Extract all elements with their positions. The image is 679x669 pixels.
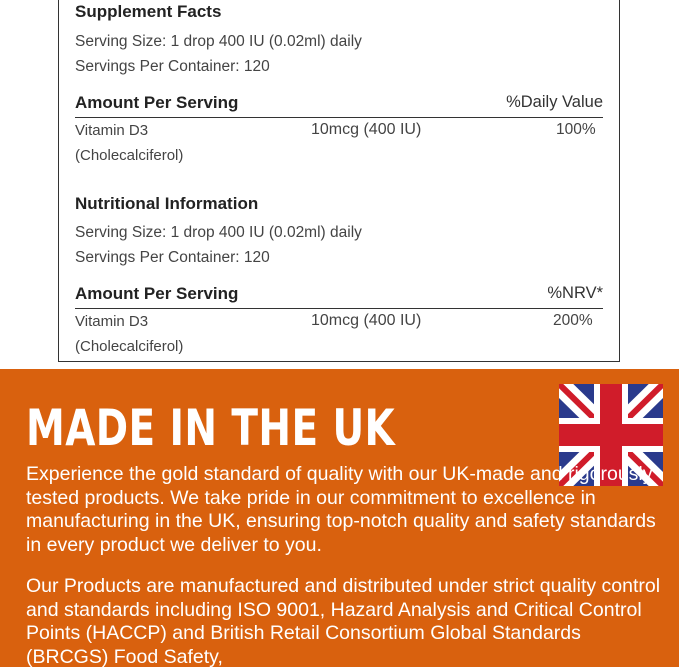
- nutrient-subname: (Cholecalciferol): [75, 338, 184, 355]
- banner-paragraph-standards: Our Products are manufactured and distributed under strict quality control and standards including ISO 9001, Hazard Analysis and Critical Control Points (HACCP) and British Retail Consortium Global Standards (BRCGS) Food Safety,: [26, 575, 661, 668]
- nutrient-percent: 100%: [556, 121, 596, 138]
- amount-per-serving-label: Amount Per Serving: [75, 93, 239, 112]
- nutrient-name: Vitamin D3: [75, 313, 149, 330]
- nutritional-info-title: Nutritional Information: [75, 194, 259, 213]
- amount-per-serving-label: Amount Per Serving: [75, 284, 239, 303]
- amount-header-row: [75, 284, 603, 309]
- nutrient-name: Vitamin D3: [75, 122, 149, 139]
- nutrient-percent: 200%: [553, 312, 593, 329]
- made-in-uk-banner: [0, 369, 679, 667]
- supplement-facts-title: Supplement Facts: [75, 2, 222, 21]
- amount-header-row: [75, 93, 603, 118]
- nutrient-amount: 10mcg (400 IU): [311, 312, 422, 329]
- banner-title: MADE IN THE UK: [26, 399, 396, 457]
- nrv-label: %NRV*: [547, 284, 603, 302]
- nutrient-subname: (Cholecalciferol): [75, 147, 184, 164]
- nutrient-amount: 10mcg (400 IU): [311, 121, 422, 138]
- serving-size-text: Serving Size: 1 drop 400 IU (0.02ml) daily: [75, 224, 362, 241]
- serving-size-text: Serving Size: 1 drop 400 IU (0.02ml) daily: [75, 33, 362, 50]
- daily-value-label: %Daily Value: [506, 93, 603, 111]
- servings-per-container-text: Servings Per Container: 120: [75, 58, 270, 75]
- servings-per-container-text: Servings Per Container: 120: [75, 249, 270, 266]
- banner-paragraph-quality: Experience the gold standard of quality with our UK-made and rigorously tested products. We take pride in our commitment to excellence in manufacturing in the UK, ensuring top-notch quality and safety standards in every product we deliver to you.: [26, 463, 656, 556]
- supplement-facts-panel: [58, 0, 620, 362]
